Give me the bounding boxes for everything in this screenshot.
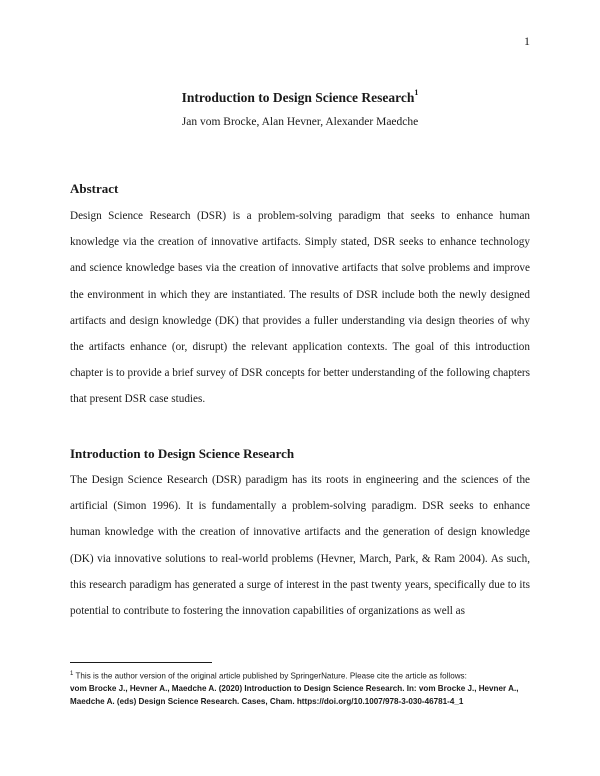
footnote-marker: 1 xyxy=(70,671,74,677)
footnote-citation[interactable]: vom Brocke J., Hevner A., Maedche A. (2020) Introduction to Design Science Research. In: vom Brocke J., Hevner A., Maedche A. (eds) Design Science Research. Cases, Cham. https://doi.org/10.1007/978-3-030-46781-4_1 xyxy=(70,684,519,706)
author-list: Jan vom Brocke, Alan Hevner, Alexander Maedche xyxy=(181,116,419,128)
introduction-body: The Design Science Research (DSR) paradigm has its roots in engineering and the sciences of the artificial (Simon 1996). It is fundamentally a problem-solving paradigm. DSR seeks to enhance human knowledge with the creation of innovative artifacts and the generation of design knowledge (DK) via innovative solutions to real-world problems (Hevner, March, Park, & Ram 2004). As such, this research paradigm has generated a surge of interest in the past twenty years, specifically due to its potential to contribute to fostering the innovation capabilities of organizations as well as xyxy=(70,474,530,618)
introduction-heading: Introduction to Design Science Research xyxy=(70,446,295,461)
paper-title xyxy=(0,90,600,106)
abstract-heading: Abstract xyxy=(70,181,119,196)
abstract-body: Design Science Research (DSR) is a problem-solving paradigm that seeks to enhance human knowledge via the creation of innovative artifacts. Simply stated, DSR seeks to enhance technology and science knowledge bases via the creation of innovative artifacts that solve problems and improve the environment in which they are instantiated. The results of DSR include both the newly designed artifacts and design knowledge (DK) that provides a fuller understanding via design theories of why the artifacts enhance (or, disrupt) the relevant application contexts. The goal of this introduction chapter is to provide a brief survey of DSR concepts for better understanding of the following chapters that present DSR case studies. xyxy=(70,210,530,406)
footnote-divider xyxy=(70,662,212,663)
paper-title-text: Introduction to Design Science Research xyxy=(181,90,415,105)
footnote xyxy=(70,668,540,708)
footnote-text: This is the author version of the original article published by SpringerNature. Please cite the article as follows: xyxy=(73,671,467,681)
page-number: 1 xyxy=(524,34,530,48)
title-footnote-marker[interactable]: 1 xyxy=(414,88,419,97)
